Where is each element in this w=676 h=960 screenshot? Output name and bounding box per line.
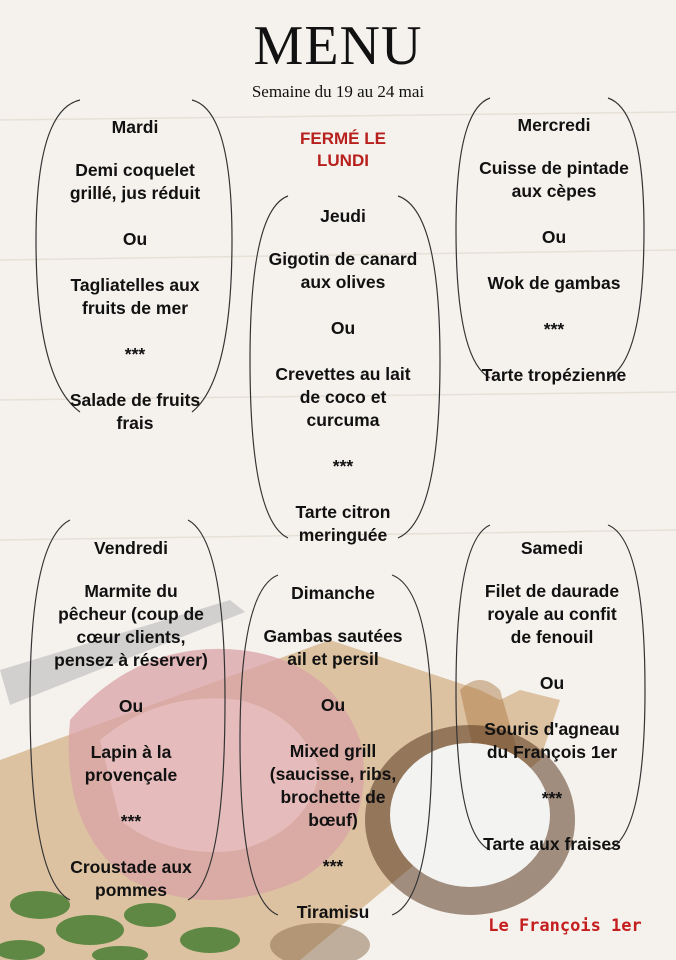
day-jeudi <box>250 205 436 547</box>
dish-line: curcuma <box>306 410 380 430</box>
dish-line: Tiramisu <box>296 902 370 922</box>
or-separator: Ou <box>118 696 144 716</box>
day-mardi <box>40 116 230 435</box>
dish-line: brochette de <box>280 787 386 807</box>
menu-title: MENU <box>253 15 423 77</box>
dish-line: pensez à réserver) <box>54 650 208 670</box>
day-dimanche <box>240 582 426 924</box>
spacer <box>40 366 230 389</box>
dish-line: Salade de fruits <box>69 390 201 410</box>
dish-line: ail et persil <box>287 649 379 669</box>
spacer <box>456 341 652 364</box>
dish-line: provençale <box>84 765 178 785</box>
day-name: Vendredi <box>94 538 168 558</box>
day-mercredi <box>456 114 652 387</box>
dish-line: Tagliatelles aux <box>70 275 200 295</box>
dish-line: Mixed grill <box>289 741 377 761</box>
spacer <box>250 340 436 363</box>
day-samedi <box>452 537 652 856</box>
closed-notice <box>268 128 418 172</box>
spacer <box>240 832 426 855</box>
dish-line: Croustade aux <box>70 857 192 877</box>
day-name: Dimanche <box>291 583 375 603</box>
closed-line: FERMÉ LE <box>300 129 386 148</box>
dish-line: du François 1er <box>486 742 618 762</box>
dish-line: pêcheur (coup de <box>58 604 204 624</box>
dish-line: meringuée <box>298 525 388 545</box>
spacer <box>452 810 652 833</box>
spacer <box>456 249 652 272</box>
dish-line: Marmite du <box>84 581 178 601</box>
day-name: Samedi <box>520 538 584 558</box>
dish-line: royale au confit <box>487 604 617 624</box>
dish-line: de fenouil <box>510 627 594 647</box>
spacer <box>26 833 236 856</box>
or-separator: Ou <box>330 318 356 338</box>
dish-line: fruits de mer <box>82 298 188 318</box>
dish-line: aux olives <box>300 272 386 292</box>
dessert-separator: *** <box>541 788 563 808</box>
dish-line: Cuisse de pintade <box>479 158 629 178</box>
dish-line: Demi coquelet <box>75 160 195 180</box>
spacer <box>452 695 652 718</box>
dessert-separator: *** <box>543 319 565 339</box>
dish-line: de coco et <box>299 387 387 407</box>
spacer <box>40 251 230 274</box>
day-name: Jeudi <box>320 206 366 226</box>
dessert-separator: *** <box>322 856 344 876</box>
day-name: Mercredi <box>517 115 591 135</box>
spacer <box>456 295 652 318</box>
closed-line: LUNDI <box>317 151 369 170</box>
dish-line: Gigotin de canard <box>268 249 418 269</box>
or-separator: Ou <box>541 227 567 247</box>
dish-line: cœur clients, <box>76 627 186 647</box>
dessert-separator: *** <box>332 456 354 476</box>
spacer <box>456 203 652 226</box>
dish-line: Lapin à la <box>90 742 172 762</box>
spacer <box>240 717 426 740</box>
spacer <box>40 205 230 228</box>
dessert-separator: *** <box>120 811 142 831</box>
or-separator: Ou <box>320 695 346 715</box>
dish-line: (saucisse, ribs, <box>269 764 397 784</box>
dish-line: Crevettes au lait <box>275 364 411 384</box>
dish-line: grillé, jus réduit <box>69 183 201 203</box>
dish-line: Gambas sautées <box>263 626 403 646</box>
or-separator: Ou <box>539 673 565 693</box>
spacer <box>26 718 236 741</box>
dish-line: Tarte tropézienne <box>481 365 627 385</box>
restaurant-signature: Le François 1er <box>488 916 642 936</box>
or-separator: Ou <box>122 229 148 249</box>
dessert-separator: *** <box>124 344 146 364</box>
spacer <box>250 432 436 455</box>
dish-line: frais <box>116 413 154 433</box>
day-vendredi <box>26 537 236 902</box>
spacer <box>240 878 426 901</box>
dish-line: Tarte citron <box>295 502 391 522</box>
dish-line: pommes <box>95 880 167 900</box>
dish-line: Wok de gambas <box>487 273 621 293</box>
dish-line: Souris d'agneau <box>484 719 620 739</box>
spacer <box>26 672 236 695</box>
spacer <box>452 649 652 672</box>
spacer <box>452 764 652 787</box>
spacer <box>40 320 230 343</box>
spacer <box>26 787 236 810</box>
dish-line: bœuf) <box>308 810 358 830</box>
spacer <box>250 478 436 501</box>
spacer <box>250 294 436 317</box>
dish-line: Filet de daurade <box>484 581 620 601</box>
day-name: Mardi <box>111 117 159 137</box>
week-subtitle: Semaine du 19 au 24 mai <box>251 82 425 101</box>
dish-line: Tarte aux fraises <box>483 834 621 854</box>
spacer <box>240 671 426 694</box>
dish-line: aux cèpes <box>511 181 597 201</box>
